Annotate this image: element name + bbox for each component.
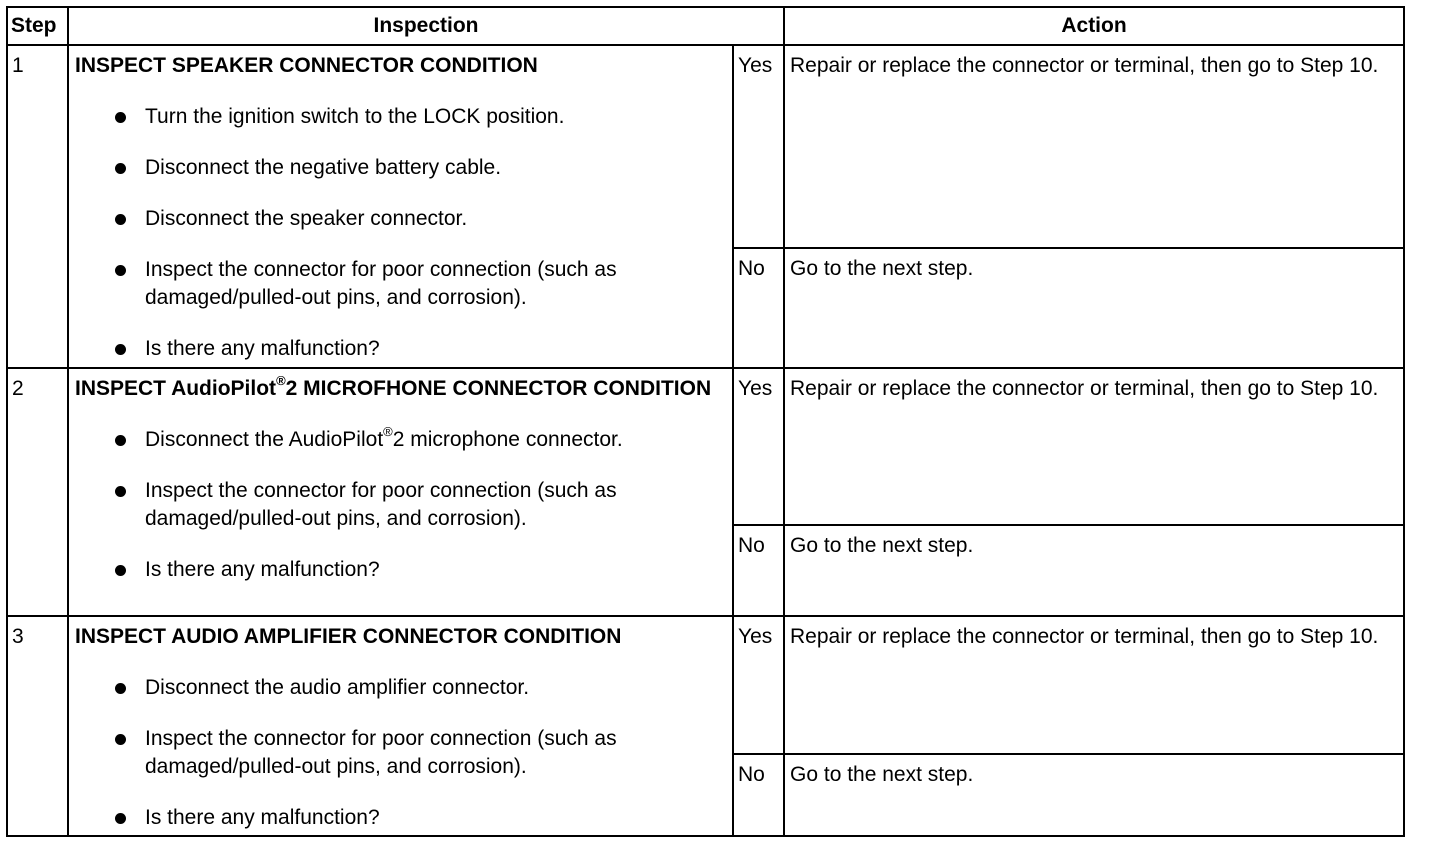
list-item: Disconnect the negative battery cable.	[75, 154, 726, 182]
header-row	[7, 7, 1404, 45]
list-item: Is there any malfunction?	[75, 335, 726, 363]
yes-action: Repair or replace the connector or terminal, then go to Step 10.	[784, 616, 1404, 754]
step-number: 2	[7, 368, 68, 616]
header-inspection: Inspection	[68, 7, 784, 45]
inspection-cell	[68, 45, 733, 368]
inspection-table	[6, 6, 1405, 837]
inspection-title: INSPECT SPEAKER CONNECTOR CONDITION	[75, 54, 538, 77]
no-action: Go to the next step.	[784, 248, 1404, 368]
no-label: No	[733, 525, 784, 616]
header-step: Step	[7, 7, 68, 45]
header-action: Action	[784, 7, 1404, 45]
no-label: No	[733, 754, 784, 836]
list-item: Is there any malfunction?	[75, 556, 726, 584]
list-item: Disconnect the speaker connector.	[75, 205, 726, 233]
list-item: Inspect the connector for poor connection (such as damaged/pulled-out pins, and corrosion).	[75, 725, 726, 781]
yes-action: Repair or replace the connector or terminal, then go to Step 10.	[784, 45, 1404, 248]
list-item: Inspect the connector for poor connection (such as damaged/pulled-out pins, and corrosion).	[75, 477, 726, 533]
step-number: 3	[7, 616, 68, 836]
inspection-bullets	[75, 103, 726, 363]
yes-action: Repair or replace the connector or terminal, then go to Step 10.	[784, 368, 1404, 525]
no-label: No	[733, 248, 784, 368]
inspection-title: INSPECT AUDIO AMPLIFIER CONNECTOR CONDITION	[75, 625, 622, 648]
step-number: 1	[7, 45, 68, 368]
yes-label: Yes	[733, 616, 784, 754]
table-row	[7, 45, 1404, 248]
list-item: Inspect the connector for poor connection (such as damaged/pulled-out pins, and corrosion).	[75, 256, 726, 312]
inspection-cell	[68, 616, 733, 836]
list-item: Turn the ignition switch to the LOCK position.	[75, 103, 726, 131]
list-item: Is there any malfunction?	[75, 804, 726, 832]
inspection-title: INSPECT AudioPilot®2 MICROFHONE CONNECTOR CONDITION	[75, 373, 712, 400]
list-item: Disconnect the audio amplifier connector.	[75, 674, 726, 702]
inspection-cell	[68, 368, 733, 616]
table-row	[7, 368, 1404, 525]
yes-label: Yes	[733, 45, 784, 248]
no-action: Go to the next step.	[784, 754, 1404, 836]
list-item: Disconnect the AudioPilot®2 microphone connector.	[75, 426, 726, 454]
no-action: Go to the next step.	[784, 525, 1404, 616]
inspection-bullets	[75, 426, 726, 584]
table-row	[7, 616, 1404, 754]
yes-label: Yes	[733, 368, 784, 525]
inspection-bullets	[75, 674, 726, 832]
